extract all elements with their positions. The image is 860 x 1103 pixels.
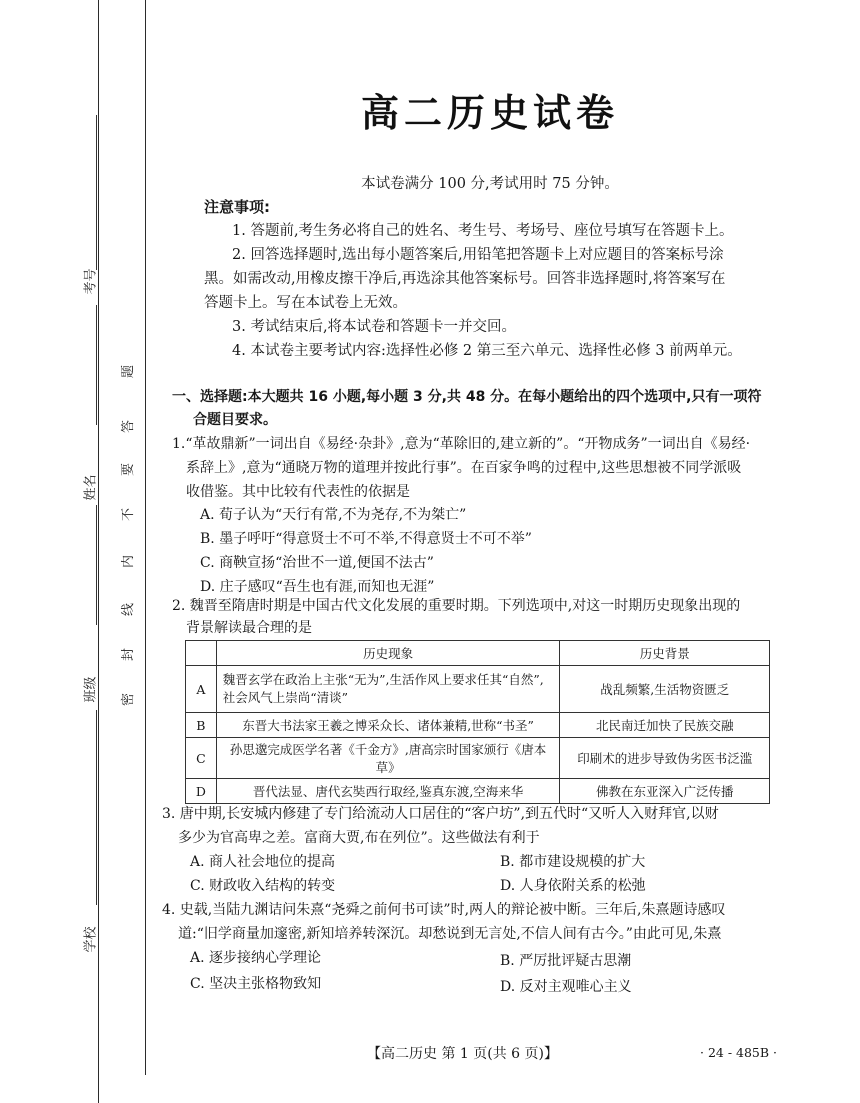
q4-option-d: D. 反对主观唯心主义: [500, 979, 632, 995]
q2-stem-line: 背景解读最合理的是: [186, 620, 312, 636]
q1-option-a: A. 荀子认为“天行有常,不为尧存,不为桀亡”: [200, 507, 467, 523]
seal-char-4: 不: [121, 507, 137, 522]
section-heading: 一、选择题:本大题共 16 小题,每小题 3 分,共 48 分。在每小题给出的四个选项中,只有一项符: [172, 389, 762, 405]
table-cell-option: C: [186, 738, 217, 779]
q3-option-b: B. 都市建设规模的扩大: [500, 854, 646, 870]
table-header-cell: 历史背景: [560, 641, 770, 666]
table-cell-phenomenon: 孙思邈完成医学名著《千金方》,唐高宗时国家颁行《唐本草》: [216, 738, 560, 779]
seal-char-1: 题: [121, 364, 137, 379]
q3-stem-line: 多少为官高卑之差。富商大贾,布在列位”。这些做法有利于: [178, 830, 540, 846]
table-header-row: [186, 641, 770, 666]
q3-option-d: D. 人身依附关系的松弛: [500, 878, 646, 894]
notice-line: 黑。如需改动,用橡皮擦干净后,再选涂其他答案标号。回答非选择题时,将答案写在: [204, 271, 726, 287]
seal-char-3: 要: [121, 462, 137, 477]
table-cell-background: 北民南迁加快了民族交融: [560, 713, 770, 738]
table-cell-option: A: [186, 666, 217, 713]
q4-option-b: B. 严厉批评疑古思潮: [500, 953, 632, 969]
seal-char-8: 密: [121, 692, 137, 707]
q4-stem-line: 道:“旧学商量加邃密,新知培养转深沉。却愁说到无言处,不信人间有古今。”由此可见,朱熹: [178, 926, 722, 942]
section-heading-cont: 合题目要求。: [193, 412, 277, 428]
table-row: [186, 666, 770, 713]
history-table: [185, 640, 770, 804]
q1-stem-line: 系辞上》,意为“通晓万物的道理并按此行事”。在百家争鸣的过程中,这些思想被不同学派吸: [186, 460, 742, 476]
exam-info: 本试卷满分 100 分,考试用时 75 分钟。: [361, 176, 619, 192]
q1-stem-line: 收借鉴。其中比较有代表性的依据是: [186, 484, 410, 500]
notice-heading: 注意事项:: [204, 198, 270, 216]
table-cell-phenomenon: 东晋大书法家王羲之博采众长、诸体兼精,世称“书圣”: [216, 713, 560, 738]
q3-stem-line: 3. 唐中期,长安城内修建了专门给流动人口居住的“客户坊”,到五代时“又听人入财拜官,以财: [162, 806, 719, 822]
notice-line: 答题卡上。写在本试卷上无效。: [204, 295, 407, 311]
notice-line: 3. 考试结束后,将本试卷和答题卡一并交回。: [232, 319, 517, 335]
q2-stem-line: 2. 魏晋至隋唐时期是中国古代文化发展的重要时期。下列选项中,对这一时期历史现象出现的: [172, 598, 741, 614]
page-footer: 【高二历史 第 1 页(共 6 页)】: [367, 1046, 558, 1062]
class-line: [96, 710, 97, 905]
q3-option-c: C. 财政收入结构的转变: [190, 878, 336, 894]
notice-line: 1. 答题前,考生务必将自己的姓名、考生号、考场号、座位号填写在答题卡上。: [232, 223, 734, 239]
table-row: [186, 713, 770, 738]
table-cell-phenomenon: 魏晋玄学在政治上主张“无为”,生活作风上要求任其“自然”,社会风气上崇尚“清谈”: [216, 666, 560, 713]
notice-line: 4. 本试卷主要考试内容:选择性必修 2 第三至六单元、选择性必修 3 前两单元。: [232, 343, 742, 359]
margin-line-right: [145, 0, 146, 1075]
table-row: [186, 779, 770, 804]
name-line: [96, 505, 97, 625]
page-title: 高二历史试卷: [360, 91, 619, 135]
seal-char-2: 答: [121, 419, 137, 434]
table-cell-phenomenon: 晋代法显、唐代玄奘西行取经,鉴真东渡,空海来华: [216, 779, 560, 804]
name-label: 姓名: [83, 474, 99, 501]
table-header-cell: 历史现象: [216, 641, 560, 666]
q4-option-a: A. 逐步接纳心学理论: [190, 950, 322, 966]
q3-option-a: A. 商人社会地位的提高: [190, 854, 336, 870]
table-header-cell: [186, 641, 217, 666]
q4-option-c: C. 坚决主张格物致知: [190, 976, 322, 992]
table-cell-background: 战乱频繁,生活物资匮乏: [560, 666, 770, 713]
q1-stem-line: 1.“革故鼎新”一词出自《易经·杂卦》,意为“革除旧的,建立新的”。“开物成务”一词出自《易经·: [172, 436, 751, 452]
table-cell-option: B: [186, 713, 217, 738]
table-cell-background: 印刷术的进步导致伪劣医书泛滥: [560, 738, 770, 779]
q1-option-b: B. 墨子呼吁“得意贤士不可不举,不得意贤士不可不举”: [200, 531, 532, 547]
exam-no-label: 考号: [83, 268, 99, 295]
class-label: 班级: [83, 676, 99, 703]
seal-char-7: 封: [121, 647, 137, 662]
notice-line: 2. 回答选择题时,选出每小题答案后,用铅笔把答题卡上对应题目的答案标号涂: [232, 247, 724, 263]
seal-char-5: 内: [121, 554, 137, 569]
table-row: [186, 738, 770, 779]
q1-option-c: C. 商鞅宣扬“治世不一道,便国不法古”: [200, 555, 434, 571]
q1-option-d: D. 庄子感叹“吾生也有涯,而知也无涯”: [200, 579, 435, 595]
table-cell-option: D: [186, 779, 217, 804]
seal-char-6: 线: [121, 602, 137, 617]
school-label: 学校: [83, 926, 99, 953]
table-cell-background: 佛教在东亚深入广泛传播: [560, 779, 770, 804]
exam-no-line-2: [96, 305, 97, 425]
q4-stem-line: 4. 史载,当陆九渊诘问朱熹“尧舜之前何书可读”时,两人的辩论被中断。三年后,朱熹题诗感叹: [162, 902, 726, 918]
paper-code: · 24 - 485B ·: [700, 1045, 778, 1060]
